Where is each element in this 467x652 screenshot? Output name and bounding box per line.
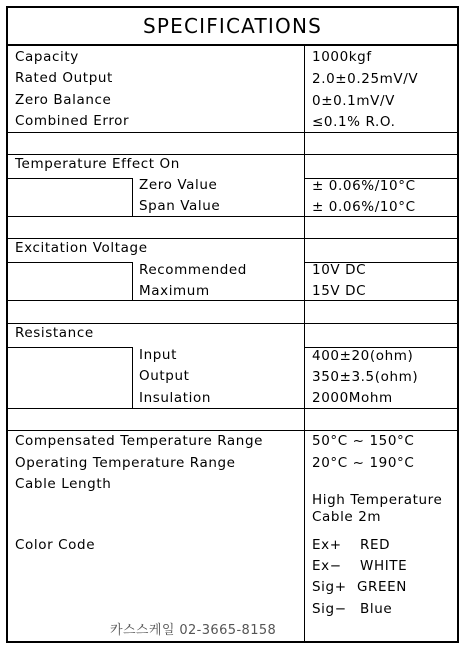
wire-ex-plus: Ex+ xyxy=(312,537,342,553)
output-label: Output xyxy=(139,368,190,384)
maximum-label: Maximum xyxy=(139,283,210,299)
input-label: Input xyxy=(139,347,177,363)
maximum-value: 15V DC xyxy=(312,283,367,299)
insulation-label: Insulation xyxy=(139,390,212,406)
zero-value-value: ± 0.06%/10°C xyxy=(312,178,416,194)
sub-divider-temperature xyxy=(132,178,133,216)
compensated-temp-value: 50°C ~ 150°C xyxy=(312,433,415,449)
row-line xyxy=(8,300,457,301)
insulation-value: 2000Mohm xyxy=(312,390,393,406)
wire-sig-plus: Sig+ xyxy=(312,579,347,595)
resistance-label: Resistance xyxy=(15,325,94,341)
compensated-temp-label: Compensated Temperature Range xyxy=(15,433,264,449)
wire-color-blue: Blue xyxy=(360,601,393,617)
column-divider xyxy=(304,46,305,643)
spec-title: SPECIFICATIONS xyxy=(142,14,323,38)
zero-balance-value: 0±0.1mV/V xyxy=(312,93,395,109)
rated-output-label: Rated Output xyxy=(15,70,113,86)
wire-color-red: RED xyxy=(360,537,391,553)
temperature-effect-label: Temperature Effect On xyxy=(15,156,180,172)
row-line xyxy=(8,430,457,431)
combined-error-label: Combined Error xyxy=(15,113,130,129)
wire-color-green: GREEN xyxy=(357,579,407,595)
span-value-label: Span Value xyxy=(139,198,221,214)
color-code-label: Color Code xyxy=(15,537,96,553)
wire-sig-minus: Sig− xyxy=(312,601,347,617)
row-line xyxy=(8,216,457,217)
row-line xyxy=(8,178,132,179)
operating-temp-value: 20°C ~ 190°C xyxy=(312,455,415,471)
cable-length-label: Cable Length xyxy=(15,476,112,492)
span-value-value: ± 0.06%/10°C xyxy=(312,199,416,215)
zero-value-label: Zero Value xyxy=(139,177,218,193)
row-line xyxy=(8,262,132,263)
row-line xyxy=(8,132,457,133)
input-value: 400±20(ohm) xyxy=(312,348,414,364)
combined-error-value: ≤0.1% R.O. xyxy=(312,114,396,130)
footer-phone-note: 카스스케일 02-3665-8158 xyxy=(110,623,277,638)
operating-temp-label: Operating Temperature Range xyxy=(15,455,236,471)
cable-length-value-line1: High Temperature xyxy=(312,492,443,508)
row-line xyxy=(8,408,457,409)
recommended-value: 10V DC xyxy=(312,262,367,278)
row-line xyxy=(8,347,132,348)
spec-sheet xyxy=(6,6,459,643)
output-value: 350±3.5(ohm) xyxy=(312,369,419,385)
capacity-value: 1000kgf xyxy=(312,49,372,65)
rated-output-value: 2.0±0.25mV/V xyxy=(312,71,419,87)
title-row xyxy=(8,8,457,46)
excitation-voltage-label: Excitation Voltage xyxy=(15,240,148,256)
capacity-label: Capacity xyxy=(15,49,79,65)
zero-balance-label: Zero Balance xyxy=(15,92,112,108)
recommended-label: Recommended xyxy=(139,262,247,278)
wire-color-white: WHITE xyxy=(360,558,408,574)
wire-ex-minus: Ex− xyxy=(312,558,342,574)
sub-divider-excitation xyxy=(132,262,133,300)
sub-divider-resistance xyxy=(132,347,133,408)
cable-length-value-line2: Cable 2m xyxy=(312,509,382,525)
